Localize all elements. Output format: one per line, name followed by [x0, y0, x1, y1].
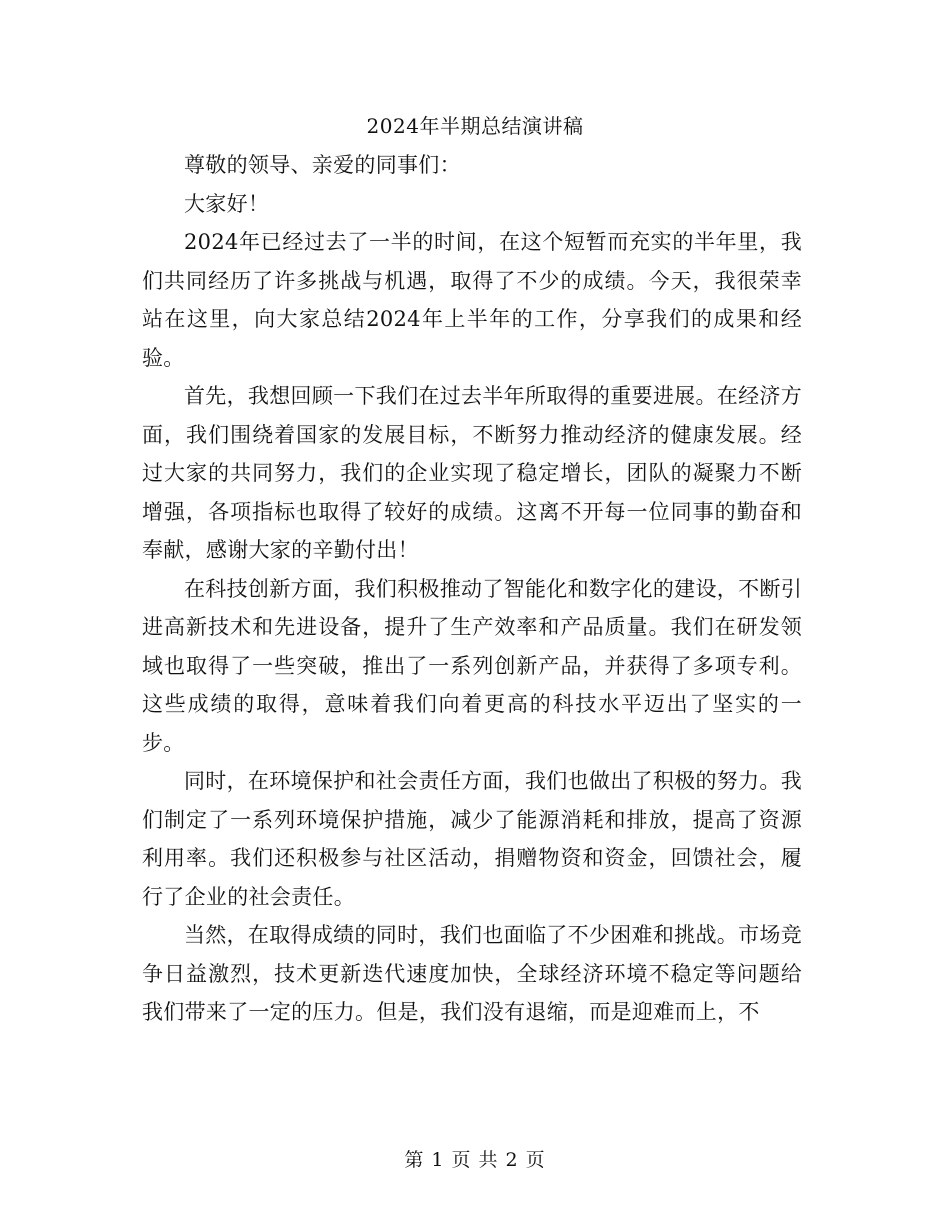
body-paragraph: 在科技创新方面，我们积极推动了智能化和数字化的建设，不断引进高新技术和先进设备，提升了生产效率和产品质量。我们在研发领域也取得了一些突破，推出了一系列创新产品，并获得了多项专利。这些成绩的取得，意味着我们向着更高的科技水平迈出了坚实的一步。 [142, 576, 802, 755]
page-number-footer: 第 1 页 共 2 页 [404, 1149, 546, 1171]
body-paragraph: 同时，在环境保护和社会责任方面，我们也做出了积极的努力。我们制定了一系列环境保护措施，减少了能源消耗和排放，提高了资源利用率。我们还积极参与社区活动，捐赠物资和资金，回馈社会，履行了企业的社会责任。 [142, 769, 802, 909]
salutation: 尊敬的领导、亲爱的同事们： [184, 153, 461, 177]
document-body [142, 146, 802, 1032]
body-paragraph: 2024年已经过去了一半的时间，在这个短暂而充实的半年里，我们共同经历了许多挑战与机遇，取得了不少的成绩。今天，我很荣幸站在这里，向大家总结2024年上半年的工作，分享我们的成果和经验。 [142, 230, 802, 370]
body-paragraph: 当然，在取得成绩的同时，我们也面临了不少困难和挑战。市场竞争日益激烈，技术更新迭代速度加快，全球经济环境不稳定等问题给我们带来了一定的压力。但是，我们没有退缩，而是迎难而上，不 [142, 923, 802, 1024]
body-paragraph: 首先，我想回顾一下我们在过去半年所取得的重要进展。在经济方面，我们围绕着国家的发展目标，不断努力推动经济的健康发展。经过大家的共同努力，我们的企业实现了稳定增长，团队的凝聚力不断增强，各项指标也取得了较好的成绩。这离不开每一位同事的勤奋和奉献，感谢大家的辛勤付出！ [142, 384, 802, 562]
document-title: 2024年半期总结演讲稿 [366, 114, 584, 138]
greeting: 大家好！ [184, 191, 270, 216]
